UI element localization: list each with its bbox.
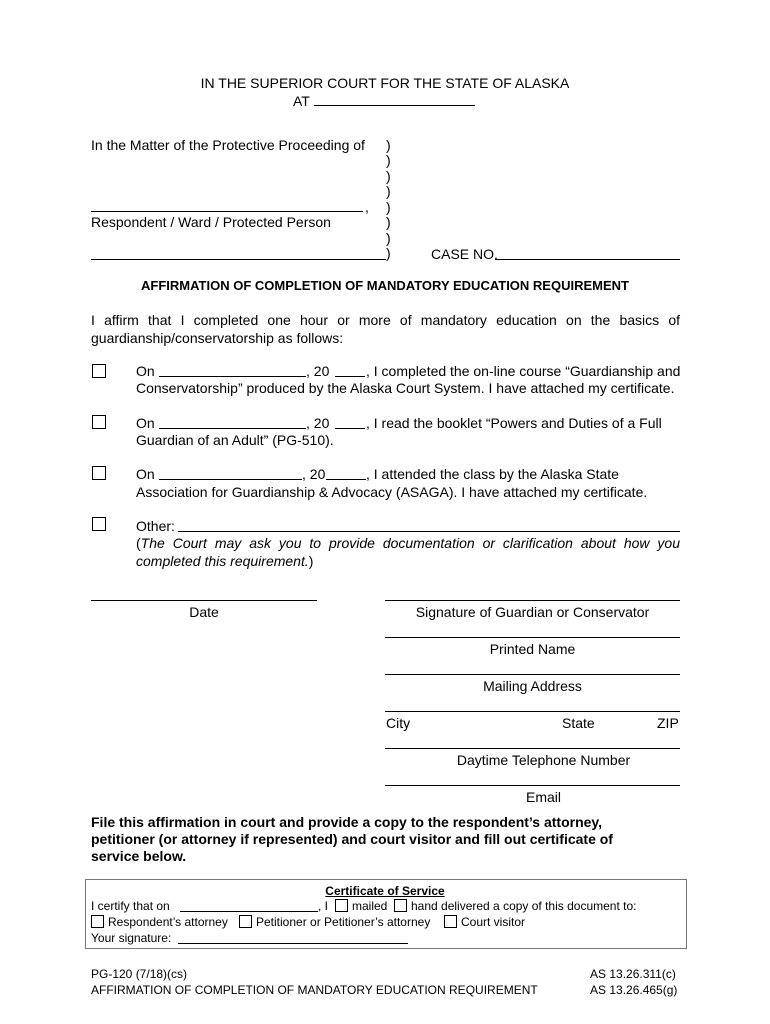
state-label: State — [562, 715, 595, 731]
online-text-1: , I completed the on-line course “Guardianship and — [366, 363, 681, 379]
class-date-field[interactable] — [159, 479, 302, 480]
other-label: Other: — [136, 518, 175, 534]
mailing-address-field[interactable] — [385, 674, 680, 675]
date-label: Date — [189, 604, 219, 620]
petitioner-label: Petitioner or Petitioner’s attorney — [256, 915, 431, 929]
signature-label: Signature of Guardian or Conservator — [415, 604, 650, 620]
booklet-checkbox[interactable] — [92, 415, 106, 429]
online-course-checkbox[interactable] — [92, 364, 106, 378]
file-instruction-2: petitioner (or attorney if represented) and court visitor and fill out certificate of — [91, 831, 613, 847]
city-label: City — [386, 715, 411, 731]
paren: ) — [386, 152, 391, 168]
footer-form-title: AFFIRMATION OF COMPLETION OF MANDATORY EDUCATION REQUIREMENT — [91, 983, 538, 997]
zip-label: ZIP — [657, 715, 679, 731]
file-instruction-3: service below. — [91, 848, 187, 864]
online-text-2: Conservatorship” produced by the Alaska Court System. I have attached my certificate. — [136, 380, 675, 396]
respondent-label: Respondent / Ward / Protected Person — [91, 214, 331, 230]
date-field[interactable] — [91, 600, 317, 601]
signature-field[interactable] — [385, 600, 680, 601]
paren: ) — [386, 230, 391, 246]
class-text-2: Association for Guardianship & Advocacy (ASAGA). I have attached my certificate. — [136, 484, 648, 500]
case-no-field[interactable] — [495, 259, 680, 260]
printed-name-label: Printed Name — [489, 641, 576, 657]
online-on-label: On — [136, 363, 155, 379]
certificate-title: Certificate of Service — [325, 884, 445, 898]
respondents-attorney-checkbox[interactable] — [91, 915, 104, 928]
court-visitor-checkbox[interactable] — [444, 915, 457, 928]
phone-label: Daytime Telephone Number — [456, 752, 631, 768]
other-note-line-2 — [136, 553, 313, 569]
note-italic-1: The Court may ask you to provide documentation or clarification about how you — [140, 535, 680, 551]
phone-field[interactable] — [385, 748, 680, 749]
respondent-name-field[interactable] — [91, 211, 363, 212]
at-label: AT — [293, 93, 310, 109]
booklet-date-field[interactable] — [159, 428, 306, 429]
your-signature-label: Your signature: — [91, 931, 172, 945]
paren: ) — [386, 245, 391, 261]
online-year-field[interactable] — [335, 376, 365, 377]
service-date-field[interactable] — [180, 911, 318, 912]
class-on-label: On — [136, 466, 155, 482]
booklet-on-label: On — [136, 415, 155, 431]
hand-delivered-checkbox[interactable] — [394, 899, 407, 912]
class-checkbox[interactable] — [92, 466, 106, 480]
caption-bottom-line — [91, 259, 386, 260]
comma-i-label: , I — [318, 899, 329, 913]
statute-1: AS 13.26.311(c) — [590, 967, 676, 981]
paren: ) — [386, 214, 391, 230]
class-year-field[interactable] — [326, 479, 366, 480]
court-visitor-label: Court visitor — [461, 915, 526, 929]
other-checkbox[interactable] — [92, 517, 106, 531]
statute-2: AS 13.26.465(g) — [590, 983, 678, 997]
online-date-field[interactable] — [159, 376, 306, 377]
intro-line-1: I affirm that I completed one hour or more of mandatory education on the basics of — [91, 312, 680, 328]
matter-label: In the Matter of the Protective Proceeding of — [91, 137, 365, 153]
note-italic-2: completed this requirement. — [136, 553, 309, 569]
case-no-label: CASE NO. — [431, 246, 498, 262]
other-note-line-1 — [136, 535, 680, 551]
online-year-prefix: , 20 — [306, 363, 330, 379]
caption-comma: , — [365, 199, 369, 215]
class-text-1: , I attended the class by the Alaska State — [366, 466, 619, 482]
email-label: Email — [525, 789, 561, 805]
court-heading: IN THE SUPERIOR COURT FOR THE STATE OF ALASKA — [200, 75, 570, 91]
certify-label: I certify that on — [91, 899, 170, 913]
intro-line-2: guardianship/conservatorship as follows: — [91, 330, 344, 346]
class-year-prefix: , 20 — [302, 466, 326, 482]
form-id: PG-120 (7/18)(cs) — [91, 967, 188, 981]
paren: ) — [386, 137, 391, 153]
petitioner-checkbox[interactable] — [239, 915, 252, 928]
note-close-paren: ) — [308, 553, 314, 569]
file-instruction-1: File this affirmation in court and provide a copy to the respondent’s attorney, — [91, 814, 603, 830]
email-field[interactable] — [385, 785, 680, 786]
paren: ) — [386, 199, 391, 215]
paren: ) — [386, 168, 391, 184]
mailed-label: mailed — [352, 899, 388, 913]
respondents-attorney-label: Respondent’s attorney — [108, 915, 228, 929]
your-signature-field[interactable] — [178, 943, 408, 944]
paren: ) — [386, 183, 391, 199]
mailed-checkbox[interactable] — [335, 899, 348, 912]
printed-name-field[interactable] — [385, 637, 680, 638]
location-field[interactable] — [314, 105, 475, 106]
booklet-year-field[interactable] — [335, 428, 365, 429]
mailing-address-label: Mailing Address — [483, 678, 582, 694]
hand-delivered-label: hand delivered a copy of this document to: — [411, 899, 637, 913]
city-state-zip-field[interactable] — [385, 711, 680, 712]
form-title: AFFIRMATION OF COMPLETION OF MANDATORY EDUCATION REQUIREMENT — [141, 278, 629, 293]
other-description-field[interactable] — [178, 531, 680, 532]
booklet-text-1: , I read the booklet “Powers and Duties of a Full — [366, 415, 662, 431]
note-open-paren: ( — [136, 535, 141, 551]
booklet-year-prefix: , 20 — [306, 415, 330, 431]
booklet-text-2: Guardian of an Adult” (PG-510). — [136, 432, 334, 448]
